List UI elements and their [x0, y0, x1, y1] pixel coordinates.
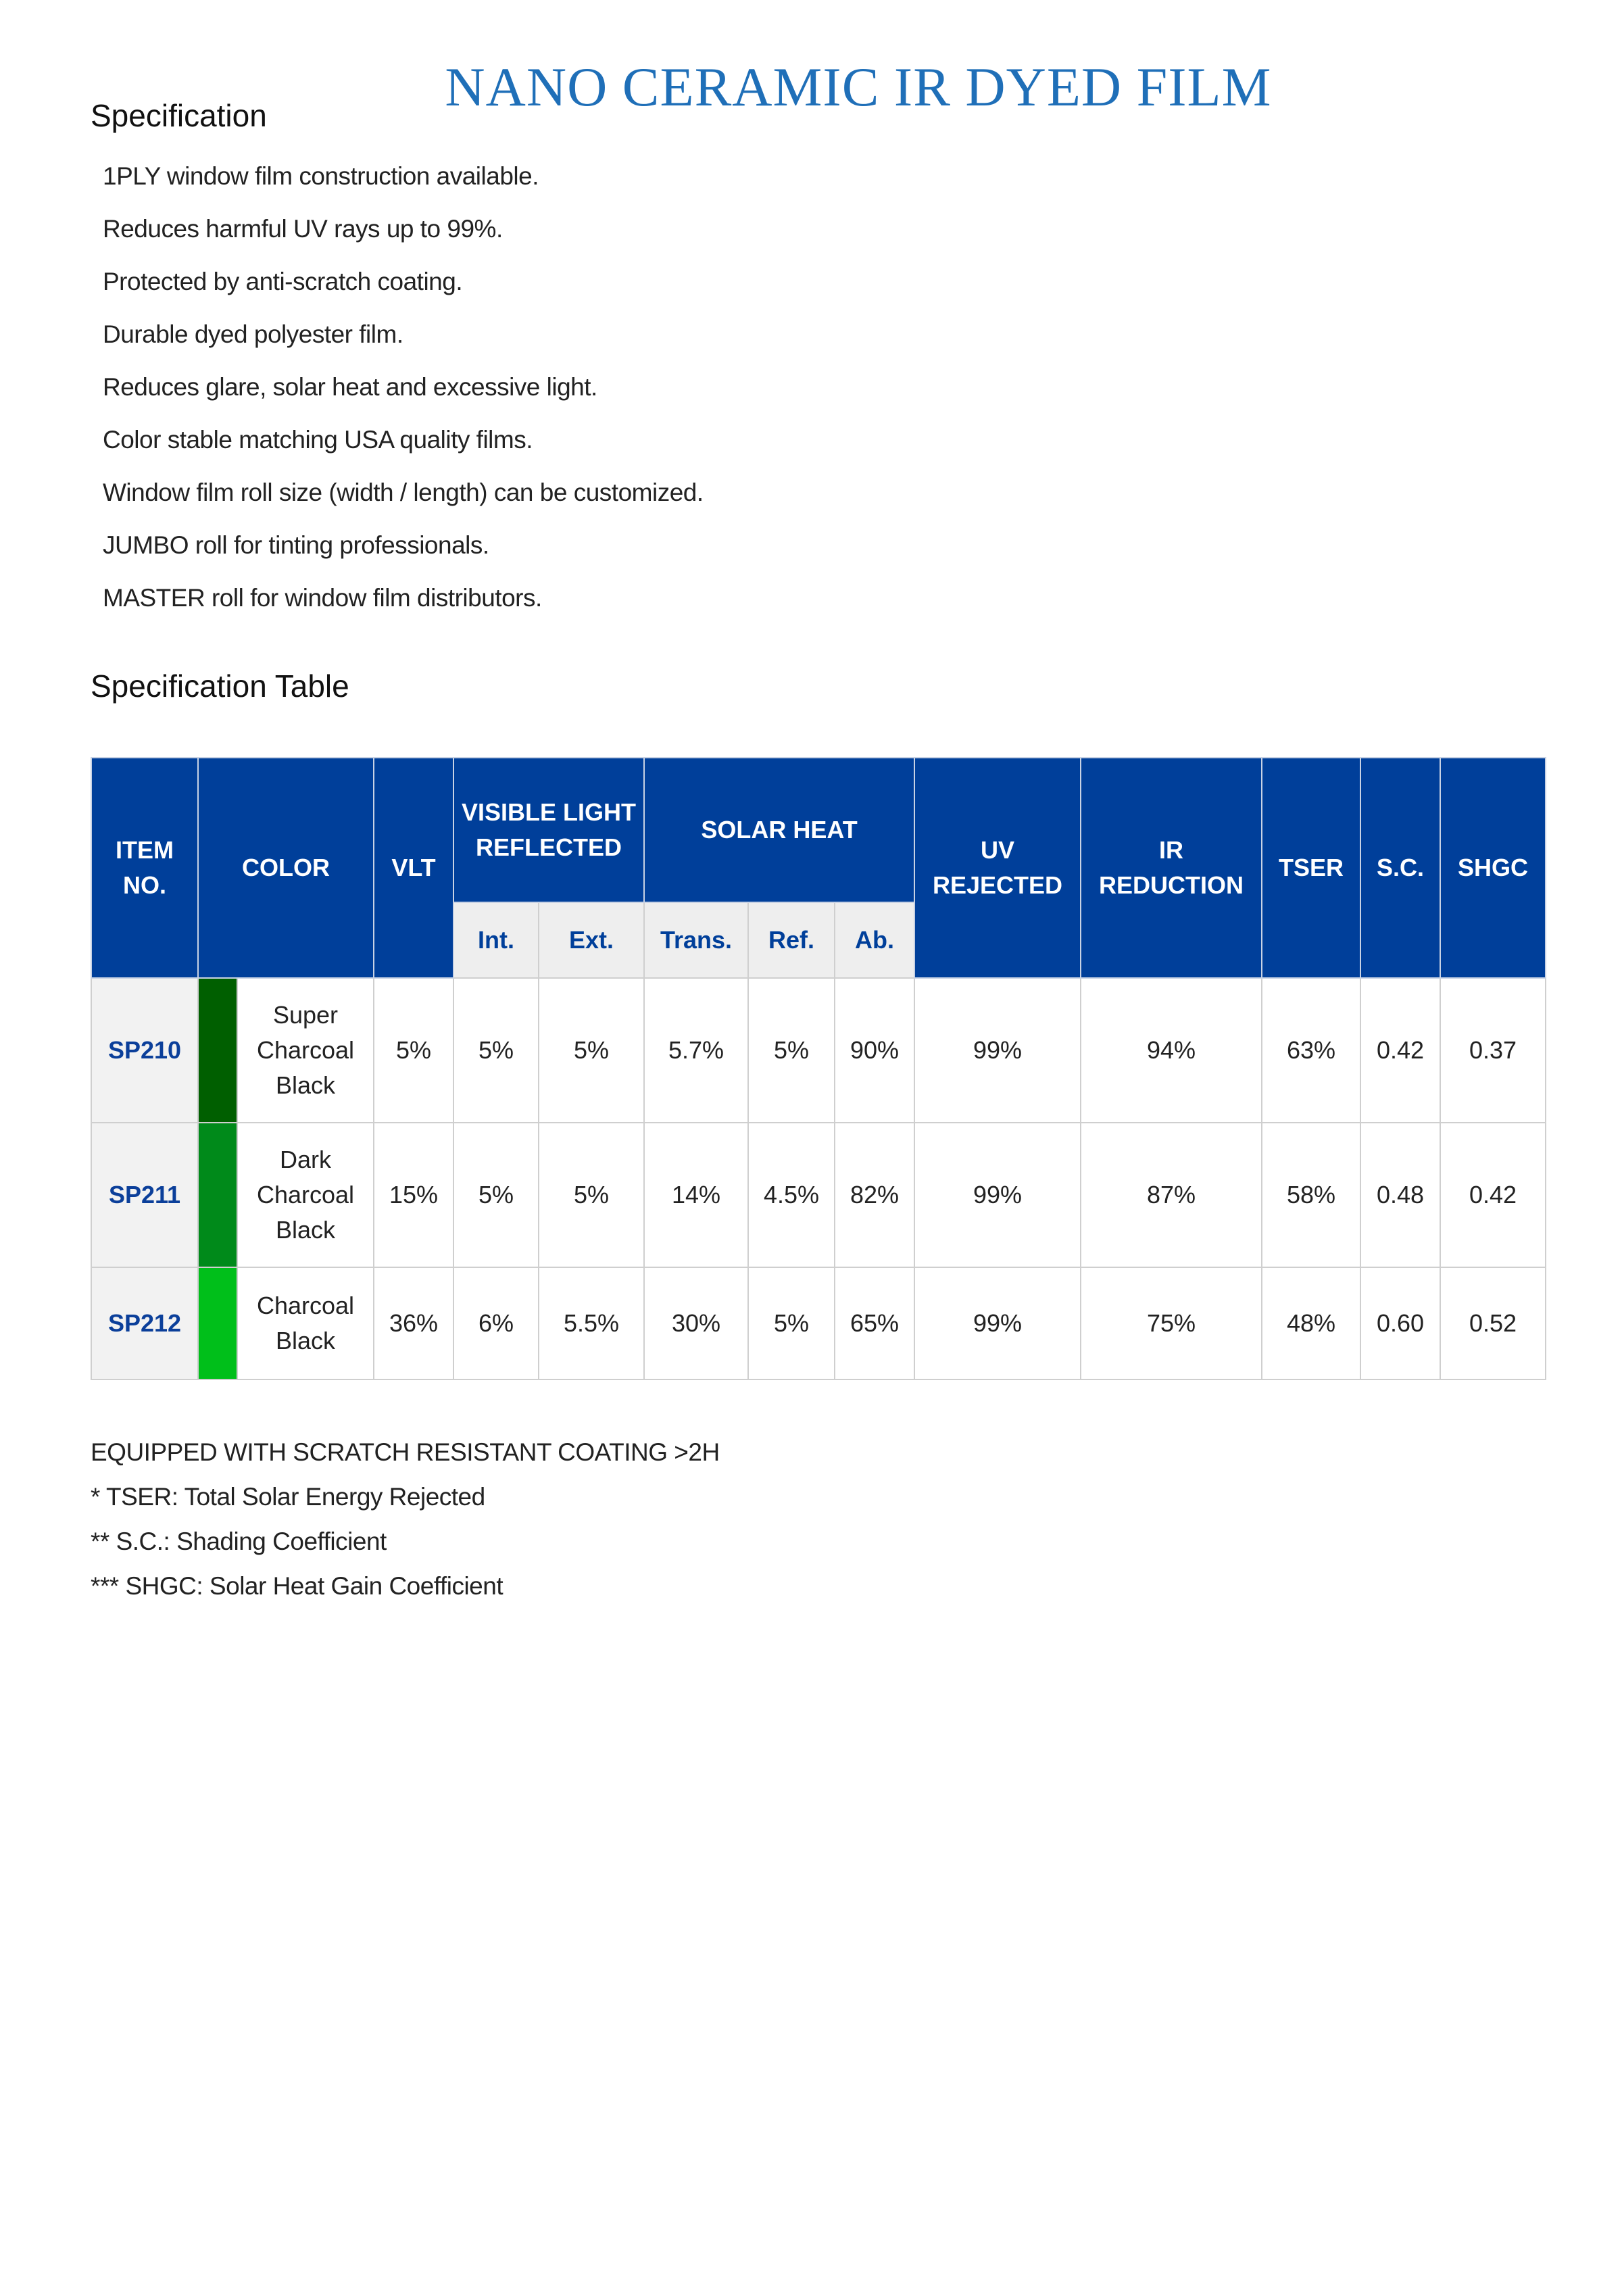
specification-heading: Specification [91, 98, 267, 133]
vlr-int-cell: 5% [453, 1123, 539, 1267]
solar-ab-cell: 82% [835, 1123, 914, 1267]
uv-rejected-cell: 99% [914, 1267, 1081, 1379]
vlr-ext-cell: 5.5% [539, 1267, 644, 1379]
color-swatch [198, 1123, 237, 1267]
header-tser: TSER [1262, 758, 1360, 978]
sc-cell: 0.42 [1360, 978, 1440, 1123]
coating-note: EQUIPPED WITH SCRATCH RESISTANT COATING >2H [91, 1438, 720, 1466]
notes-list [91, 1436, 720, 1614]
vlt-cell: 15% [374, 1123, 453, 1267]
vlr-int-cell: 5% [453, 978, 539, 1123]
vlt-cell: 5% [374, 978, 453, 1123]
header-ir-reduction: IR REDUCTION [1081, 758, 1262, 978]
table-row [91, 1123, 1546, 1267]
tser-cell: 48% [1262, 1267, 1360, 1379]
sc-footnote: ** S.C.: Shading Coefficient [91, 1528, 387, 1555]
color-name-cell: Charcoal Black [237, 1267, 374, 1379]
solar-ref-cell: 5% [748, 978, 835, 1123]
subheader-int: Int. [453, 902, 539, 978]
vlr-ext-cell: 5% [539, 978, 644, 1123]
shgc-cell: 0.37 [1440, 978, 1546, 1123]
spec-item: JUMBO roll for tinting professionals. [103, 531, 489, 559]
vlt-cell: 36% [374, 1267, 453, 1379]
color-swatch [198, 978, 237, 1123]
ir-reduction-cell: 94% [1081, 978, 1262, 1123]
header-solar-heat: SOLAR HEAT [644, 758, 914, 902]
table-row [91, 978, 1546, 1123]
shgc-cell: 0.52 [1440, 1267, 1546, 1379]
spec-item: Window film roll size (width / length) can be customized. [103, 479, 704, 506]
solar-ref-cell: 4.5% [748, 1123, 835, 1267]
sc-cell: 0.48 [1360, 1123, 1440, 1267]
ir-reduction-cell: 87% [1081, 1123, 1262, 1267]
specification-table [91, 757, 1546, 1380]
vlr-int-cell: 6% [453, 1267, 539, 1379]
uv-rejected-cell: 99% [914, 978, 1081, 1123]
item-no-cell: SP211 [91, 1123, 198, 1267]
document-title: NANO CERAMIC IR DYED FILM [445, 56, 1272, 118]
item-no-cell: SP212 [91, 1267, 198, 1379]
header-item-no: ITEM NO. [91, 758, 198, 978]
sc-cell: 0.60 [1360, 1267, 1440, 1379]
header-shgc: SHGC [1440, 758, 1546, 978]
subheader-ref: Ref. [748, 902, 835, 978]
specification-table-heading: Specification Table [91, 668, 349, 704]
spec-item: Protected by anti-scratch coating. [103, 268, 463, 295]
spec-item: Color stable matching USA quality films. [103, 426, 533, 454]
table-row [91, 1267, 1546, 1379]
subheader-trans: Trans. [644, 902, 748, 978]
subheader-ab: Ab. [835, 902, 914, 978]
spec-item: Reduces glare, solar heat and excessive light. [103, 373, 597, 401]
header-visible-light-reflected: VISIBLE LIGHT REFLECTED [453, 758, 644, 902]
color-name-cell: Super Charcoal Black [237, 978, 374, 1123]
tser-footnote: * TSER: Total Solar Energy Rejected [91, 1483, 485, 1511]
solar-trans-cell: 5.7% [644, 978, 748, 1123]
spec-item: 1PLY window film construction available. [103, 162, 539, 190]
shgc-footnote: *** SHGC: Solar Heat Gain Coefficient [91, 1572, 503, 1600]
header-uv-rejected: UV REJECTED [914, 758, 1081, 978]
color-name-cell: Dark Charcoal Black [237, 1123, 374, 1267]
solar-ab-cell: 90% [835, 978, 914, 1123]
color-swatch [198, 1267, 237, 1379]
table-header-row [91, 758, 1546, 902]
header-color: COLOR [198, 758, 374, 978]
tser-cell: 63% [1262, 978, 1360, 1123]
uv-rejected-cell: 99% [914, 1123, 1081, 1267]
tser-cell: 58% [1262, 1123, 1360, 1267]
solar-ref-cell: 5% [748, 1267, 835, 1379]
spec-item: Reduces harmful UV rays up to 99%. [103, 215, 503, 243]
solar-trans-cell: 14% [644, 1123, 748, 1267]
vlr-ext-cell: 5% [539, 1123, 644, 1267]
ir-reduction-cell: 75% [1081, 1267, 1262, 1379]
shgc-cell: 0.42 [1440, 1123, 1546, 1267]
subheader-ext: Ext. [539, 902, 644, 978]
specification-list [103, 160, 704, 634]
item-no-cell: SP210 [91, 978, 198, 1123]
spec-item: MASTER roll for window film distributors. [103, 584, 542, 612]
spec-item: Durable dyed polyester film. [103, 320, 403, 348]
solar-ab-cell: 65% [835, 1267, 914, 1379]
header-sc: S.C. [1360, 758, 1440, 978]
header-vlt: VLT [374, 758, 453, 978]
solar-trans-cell: 30% [644, 1267, 748, 1379]
